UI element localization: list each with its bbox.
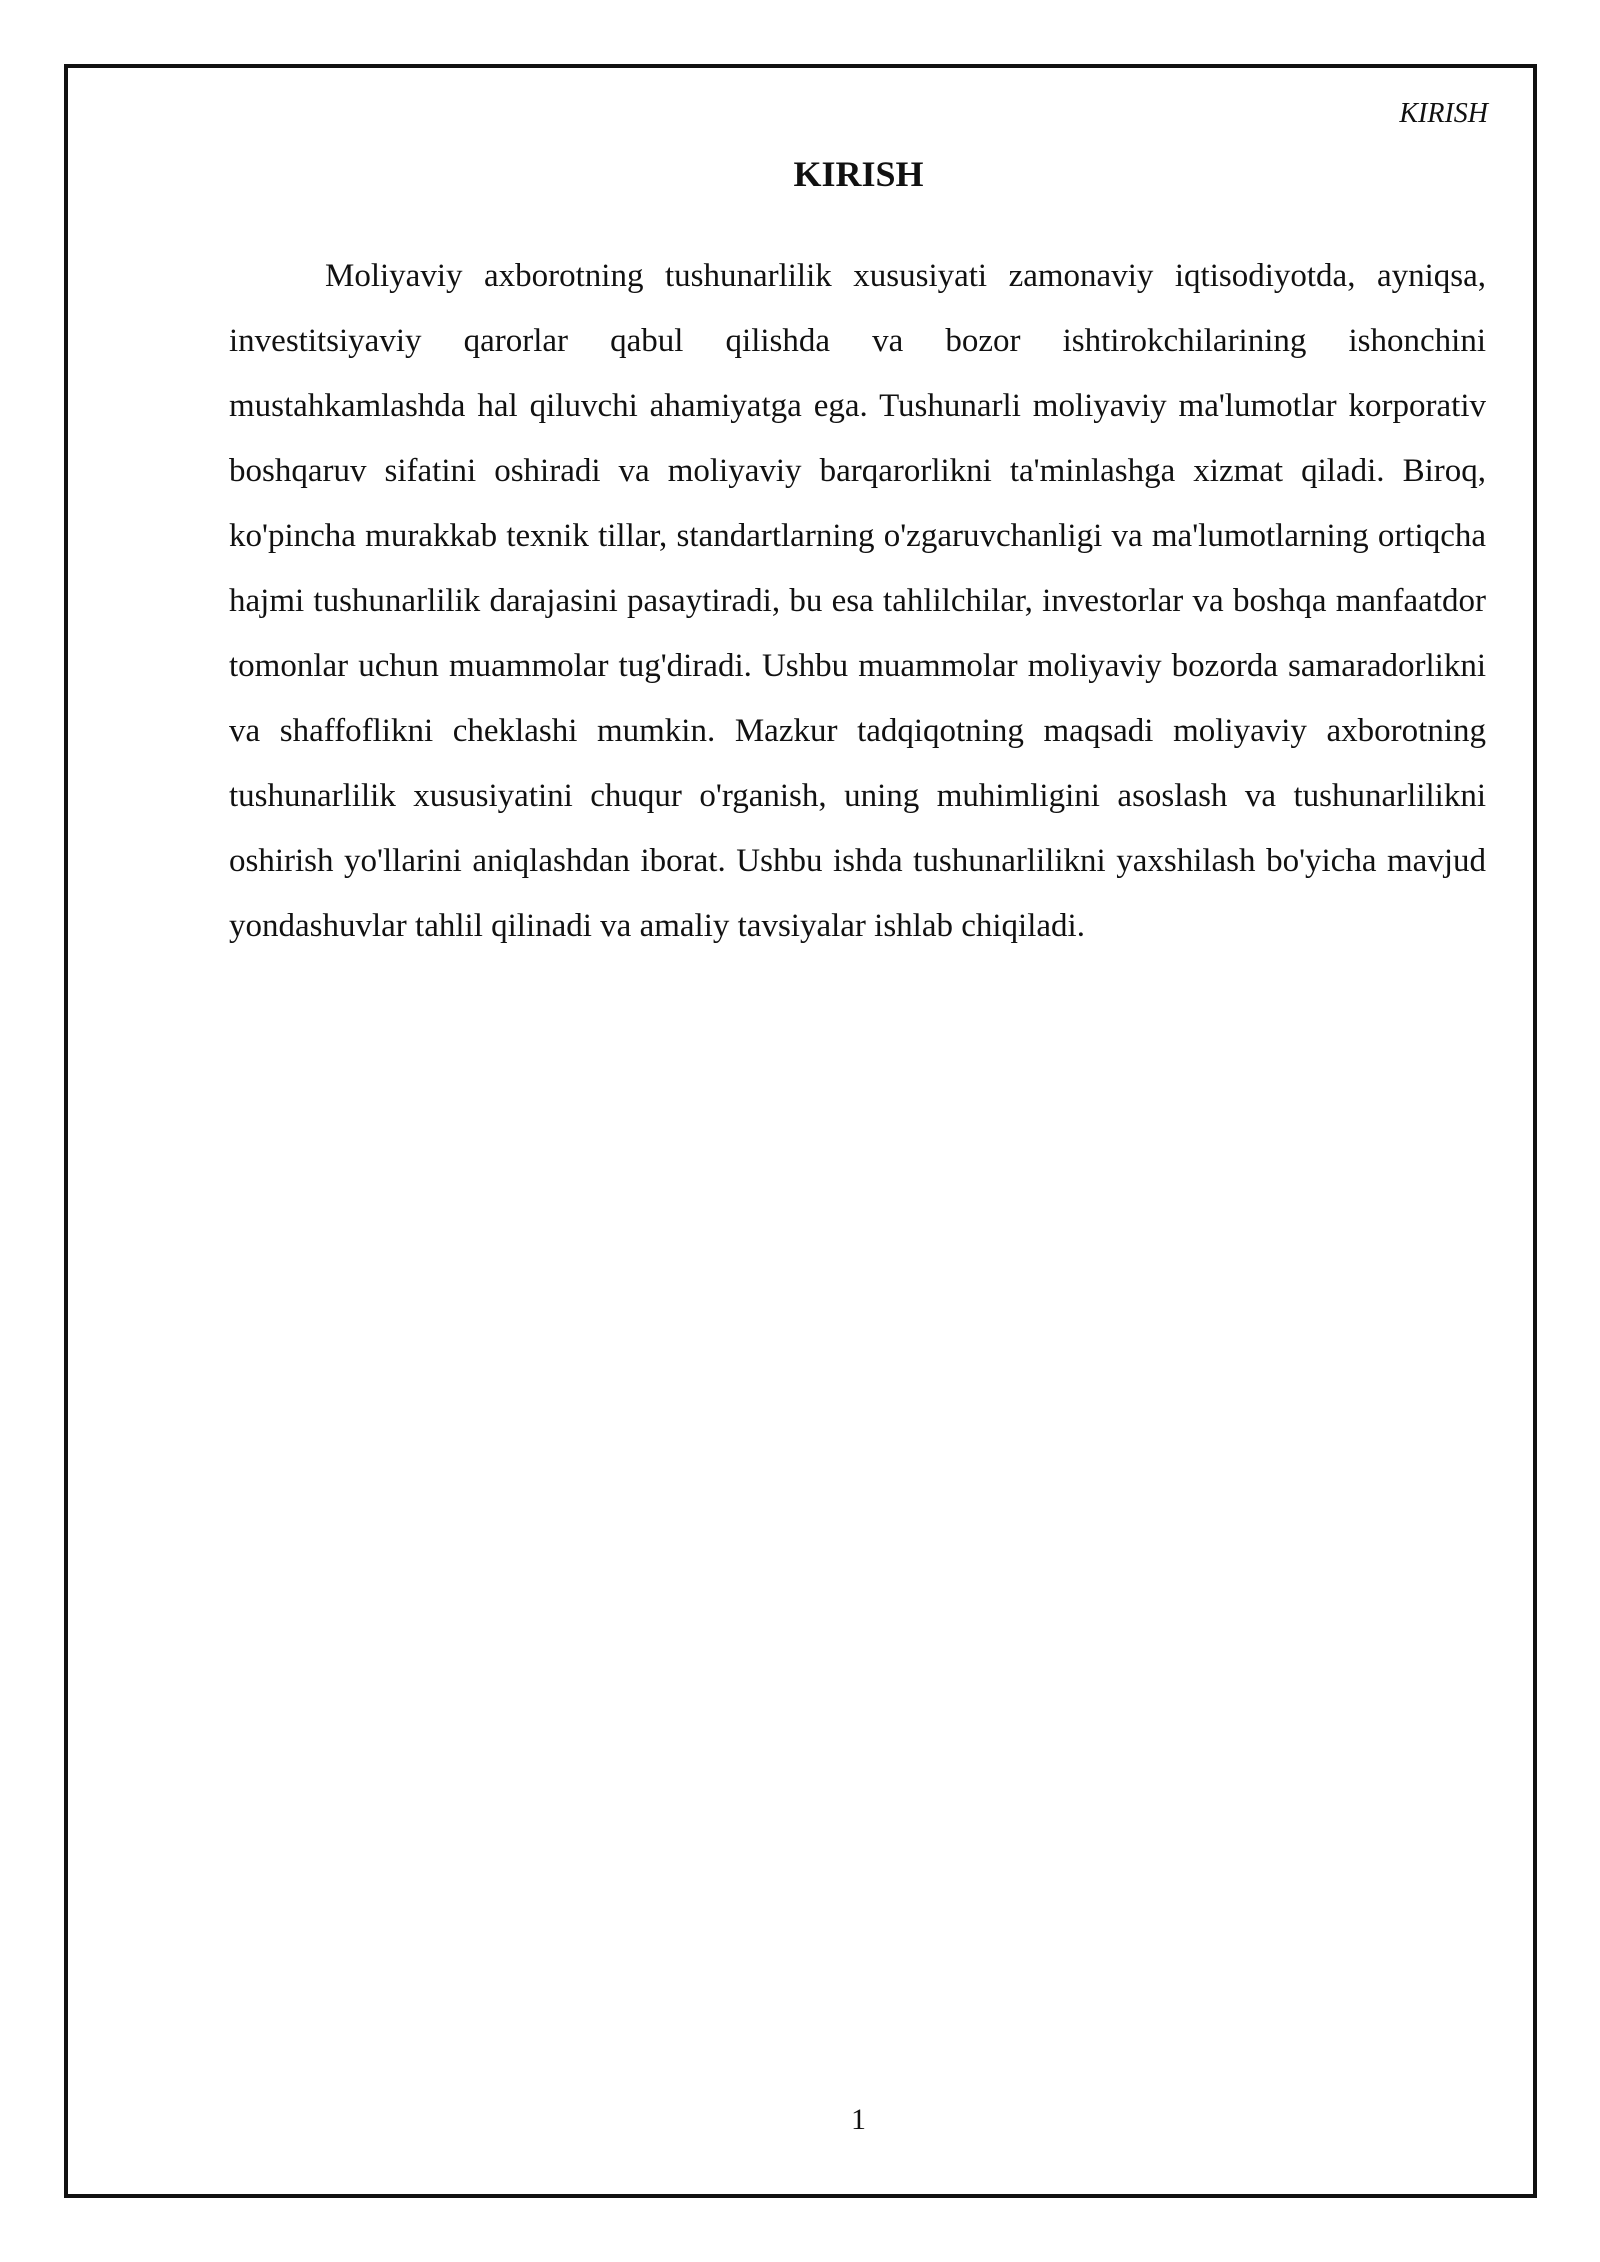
running-header: KIRISH — [1399, 98, 1488, 129]
body-paragraph: Moliyaviy axborotning tushunarlilik xususiyati zamonaviy iqtisodiyotda, ayniqsa, investitsiyaviy qarorlar qabul qilishda va bozor ishtirokchilarining ishonchini mustahkamlashda hal qiluvchi ahamiyatga ega. Tushunarli moliyaviy ma'lumotlar korporativ boshqaruv sifatini oshiradi va moliyaviy barqarorlikni ta'minlashga xizmat qiladi. Biroq, ko'pincha murakkab texnik tillar, standartlarning o'zgaruvchanligi va ma'lumotlarning ortiqcha hajmi tushunarlilik darajasini pasaytiradi, bu esa tahlilchilar, investorlar va boshqa manfaatdor tomonlar uchun muammolar tug'diradi. Ushbu muammolar moliyaviy bozorda samaradorlikni va shaffoflikni cheklashi mumkin. Mazkur tadqiqotning maqsadi moliyaviy axborotning tushunarlilik xususiyatini chuqur o'rganish, uning muhimligini asoslash va tushunarlilikni oshirish yo'llarini aniqlashdan iborat. Ushbu ishda tushunarlilikni yaxshilash bo'yicha mavjud yondashuvlar tahlil qilinadi va amaliy tavsiyalar ishlab chiqiladi. — [229, 258, 1486, 944]
page-number: 1 — [851, 2103, 866, 2136]
page-title: KIRISH — [793, 154, 924, 194]
